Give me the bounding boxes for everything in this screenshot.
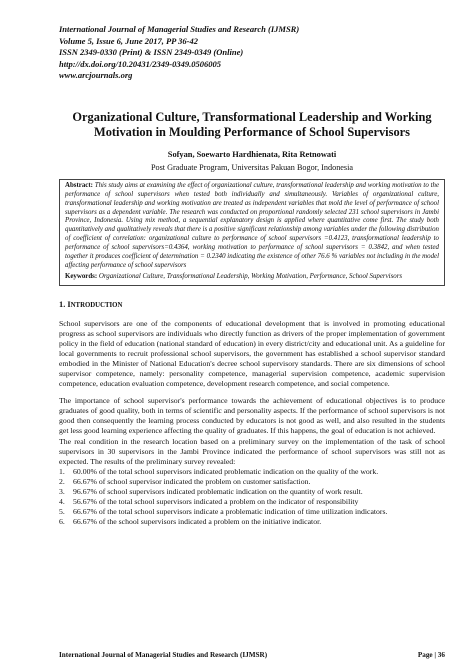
list-item-number: 1.: [59, 466, 65, 476]
list-item-number: 6.: [59, 516, 65, 526]
journal-header: [59, 24, 445, 82]
paragraph-1: School supervisors are one of the components of educational development that is involved in promoting educational progress as school supervisors are individuals who directly function as drivers of the proper implementation of government policy in the field of education (national standard of education) in every district/city and educational unit. As a guideline for local governments to recruit professional school supervisors, the government has established a school supervisor standard embodied in the Minister of National Education's decree school supervisory standards. There are six dimensions of school supervisor competence, namely: personality competence, managerial supervision competence, academic supervision competence, education evaluation competence, development research competence, and social competence.: [59, 319, 445, 389]
paragraph-3: The real condition in the research location based on a preliminary survey on the implementation of the task of school supervisors in 30 supervisors in the Jambi Province indicated the performance of school supervisors was still not as expected. The results of the preliminary survey revealed:: [59, 436, 445, 466]
section-number: 1.: [59, 300, 66, 309]
journal-volume: Volume 5, Issue 6, June 2017, PP 36-42: [59, 35, 199, 46]
list-item-text: 66.67% of the school supervisors indicated a problem on the initiative indicator.: [73, 516, 322, 526]
abstract-box: [59, 179, 445, 286]
survey-results-list: [59, 467, 445, 527]
abstract-text: This study aims at examining the effect of organizational culture, transformational leadership and working motivation to the performance of school supervisors when tested both individually and simultaneously. Variables of organizational culture, transformational leadership and working motivation are treated as independent variables that mold the level of performance of school supervisors as a dependent variable. The research was conducted on proportional randomly selected 231 school supervisors in Jambi Province, Indonesia. Using mix method, a sequential explanatory design is applied where quantitative come first. The study both quantitatively and qualitatively reveals that there is a positive significant relationship among variables under the following distribution of coefficient of correlation: organizational culture to performance of school supervisors =0.4123, transformational leadership to performance of school supervisors=0.4364, working motivation to performance of school supervisors = 0.3842, and when tested together it produces coefficient of determination = 0.2340 indicating the existence of other 76.6 % variables not including in the model affecting performance of school supervisors: [65, 181, 439, 269]
section-initial: I: [67, 300, 71, 309]
list-item-text: 60.00% of the total school supervisors indicated problematic indication on the quality of the work.: [73, 466, 379, 476]
section-title-rest: NTRODUCTION: [70, 302, 123, 309]
abstract: [65, 182, 439, 270]
keywords: [65, 273, 439, 282]
list-item-text: 96.67% of school supervisors indicated problematic indication on the quantity of work result.: [73, 486, 363, 496]
list-item: [59, 467, 445, 477]
list-item-number: 5.: [59, 506, 65, 516]
list-item: [59, 487, 445, 497]
paper-authors: Sofyan, Soewarto Hardhienata, Rita Retnowati: [167, 149, 337, 159]
list-item: [59, 507, 445, 517]
list-item-text: 66.67% of the total school supervisors indicate a problematic indication of time utilization indicators.: [73, 506, 388, 516]
keywords-label: Keywords:: [65, 273, 98, 281]
list-item-text: 66.67% of school supervisor indicated the problem on customer satisfaction.: [73, 476, 311, 486]
page-footer: [59, 651, 445, 660]
section-heading-introduction: [59, 300, 445, 311]
journal-website-link[interactable]: www.arcjournals.org: [59, 70, 133, 81]
journal-name: International Journal of Managerial Studies and Research (IJMSR): [59, 24, 300, 34]
keywords-text: Organizational Culture, Transformational Leadership, Working Motivation, Performance, School Supervisors: [98, 273, 403, 281]
paper-affiliation: Post Graduate Program, Universitas Pakuan Bogor, Indonesia: [150, 162, 354, 172]
list-item-text: 56.67% of the total school supervisors indicated a problem on the indicator of responsibility: [73, 496, 359, 506]
list-item: [59, 477, 445, 487]
list-item: [59, 497, 445, 507]
list-item-number: 2.: [59, 476, 65, 486]
list-item: [59, 517, 445, 527]
footer-journal-name: International Journal of Managerial Studies and Research (IJMSR): [59, 651, 268, 659]
paper-title: Organizational Culture, Transformational Leadership and Working Motivation in Moulding Performance of School Supervisors: [72, 109, 432, 139]
list-item-number: 4.: [59, 496, 65, 506]
footer-page-number: Page | 36: [417, 651, 445, 659]
journal-doi-link[interactable]: http://dx.doi.org/10.20431/2349-0349.0506005: [59, 58, 221, 69]
list-item-number: 3.: [59, 486, 65, 496]
journal-issn: ISSN 2349-0330 (Print) & ISSN 2349-0349 (Online): [59, 47, 244, 58]
abstract-label: Abstract:: [65, 181, 93, 189]
paragraph-2: The importance of school supervisor's performance towards the achievement of educational objectives is to produce graduates of good quality, both in terms of scientific and personality aspects. If the performance of school supervisors is not good then consequently the learning process conducted by educators is not good as well, and also resulted in the students get less good learning experience affecting the quality of graduates. If this happens, the goal of education is not achieved.: [59, 396, 445, 436]
